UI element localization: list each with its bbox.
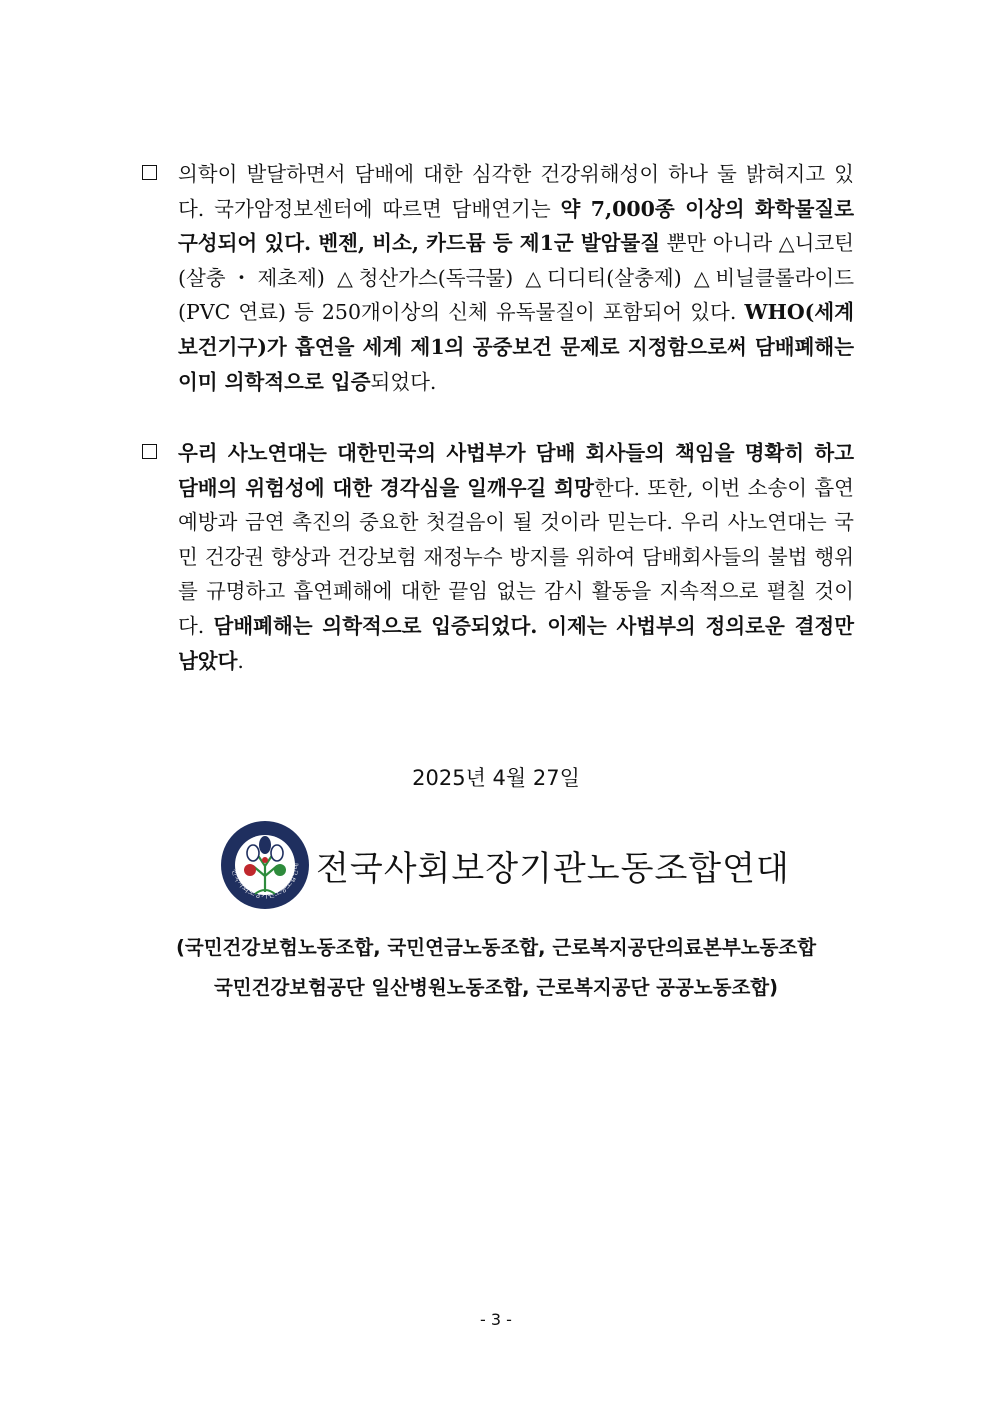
text-segment-bold: 약 7,000종 이상의 화학물질로 구성되어 있다. 벤젠, 비소, 카드뮴 등 제1군 발암물질 [178,196,854,256]
checkbox-bullet-icon [142,165,157,180]
member-unions [0,928,992,1008]
checkbox-bullet-icon [142,444,157,459]
text-segment-bold: 담배폐해는 의학적으로 입증되었다. 이제는 사법부의 정의로운 결정만 남았다 [178,613,854,673]
organization-signature [220,820,790,910]
paragraph-union-statement [142,436,854,678]
paragraph-health-harm [142,157,854,399]
organization-name: 전국사회보장기관노동조합연대 [316,848,790,889]
text-segment-bold: 우리 사노연대는 대한민국의 사법부가 담배 회사들의 책임을 명확히 하고 담배의 위험성에 대한 경각심을 일깨우길 희망 [178,441,854,500]
text-segment-bold: WHO(세계보건기구)가 흡연을 세계 제1의 공중보건 문제로 지정함으로써 담배폐해는 이미 의학적으로 입증 [178,300,854,394]
text-segment: 한다. 또한, 이번 소송이 흡연 예방과 금연 촉진의 중요한 첫걸음이 될 것이라 믿는다. 우리 사노연대는 국민 건강권 향상과 건강보험 재정누수 방지를 위하여 담배회사들의 불법 행위를 규명하고 흡연폐해에 대한 끝임 없는 감시 활동을 지속적으로 펼칠 것이다. [178,475,854,638]
logo-ring-text: 전국사회보장기관노동조합연대 [230,862,301,901]
text-segment: 되었다. [370,369,437,394]
page-number: - 3 - [480,1310,512,1329]
union-emblem-icon [220,820,310,910]
member-unions-line: (국민건강보험노동조합, 국민연금노동조합, 근로복지공단의료본부노동조합 [175,936,817,959]
document-date: 2025년 4월 27일 [412,766,580,790]
text-segment: . [237,648,244,673]
member-unions-line: 국민건강보험공단 일산병원노동조합, 근로복지공단 공공노동조합) [213,976,779,999]
text-segment: 뿐만 아니라 △니코틴(살충・제초제) △청산가스(독극물) △디디티(살충제) △비닐클롤라이드(PVC 연료) 등 250개이상의 신체 유독물질이 포함되어 있다. [178,231,854,325]
text-segment: 의학이 발달하면서 담배에 대한 심각한 건강위해성이 하나 둘 밝혀지고 있다. 국가암정보센터에 따르면 담배연기는 [178,162,854,221]
paragraph-text [178,436,854,678]
paragraph-text [178,157,854,399]
